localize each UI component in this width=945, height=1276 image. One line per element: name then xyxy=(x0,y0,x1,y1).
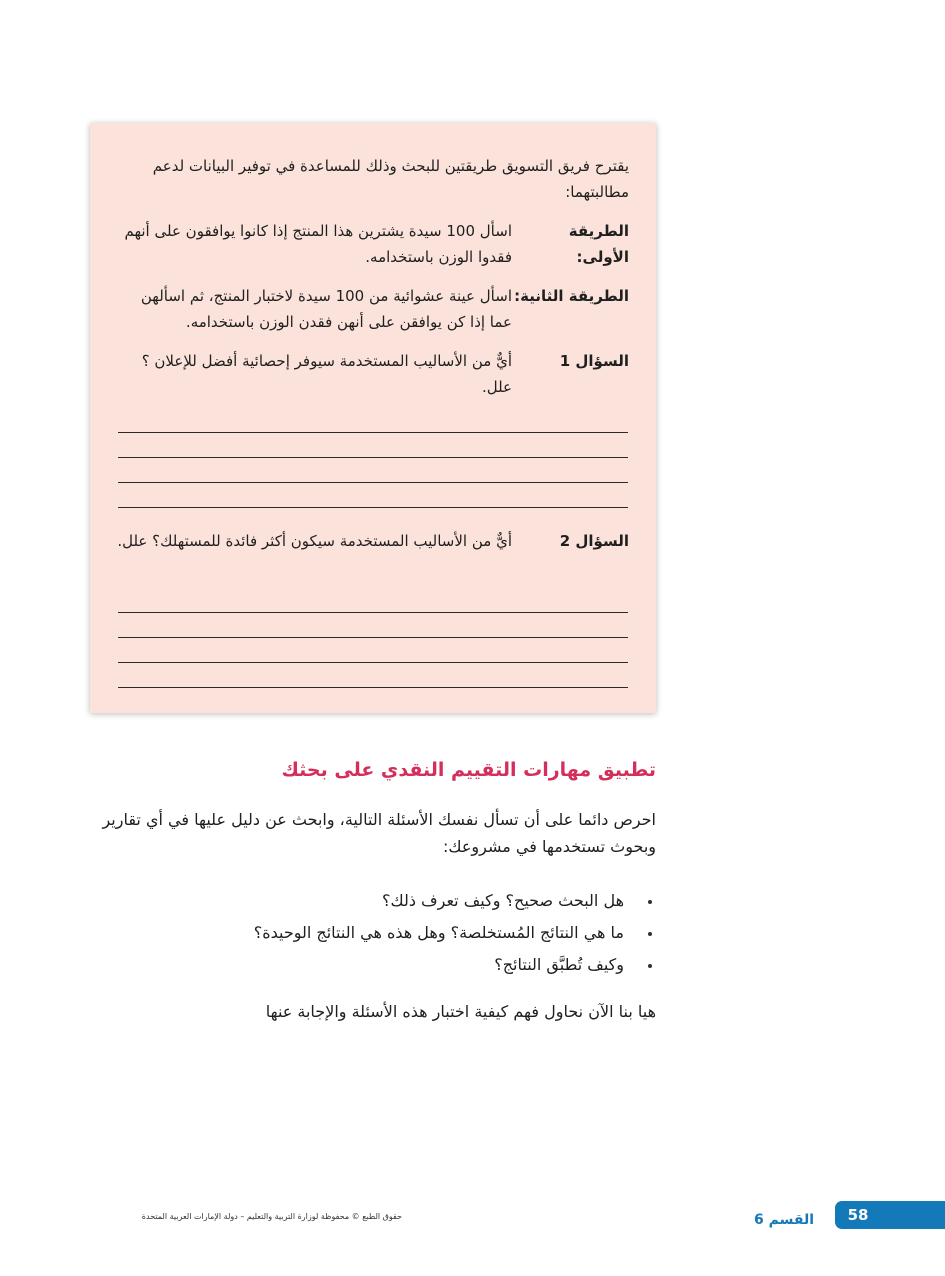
section-heading: تطبيق مهارات التقييم النقدي على بحثك xyxy=(281,759,656,781)
question-list xyxy=(96,885,656,981)
question-2-text: أيٌّ من الأساليب المستخدمة سيكون أكثر فائدة للمستهلك؟ علل. xyxy=(117,532,512,550)
intro-text: يقترح فريق التسويق طريقتين للبحث وذلك للمساعدة في توفير البيانات لدعم مطالبتهما: xyxy=(152,157,629,201)
method-2-label: الطريقة الثانية: xyxy=(514,287,629,305)
section-paragraph: احرص دائما على أن تسأل نفسك الأسئلة التالية، وابحث عن دليل عليها في أي تقارير وبحوث تستخدمها في مشروعك: xyxy=(102,810,656,856)
list-item: ما هي النتائج المُستخلصة؟ وهل هذه هي النتائج الوحيدة؟ xyxy=(96,917,656,949)
method-2 xyxy=(117,283,629,343)
method-1-text: اسأل 100 سيدة يشترين هذا المنتج إذا كانوا يوافقون على أنهم فقدوا الوزن باستخدامه. xyxy=(124,222,512,266)
question-1-text: أيٌّ من الأساليب المستخدمة سيوفر إحصائية أفضل للإعلان ؟علل. xyxy=(141,352,512,396)
question-1-label: السؤال 1 xyxy=(559,352,629,370)
answer-line[interactable] xyxy=(118,457,628,458)
answer-line[interactable] xyxy=(118,482,628,483)
copyright-note: حقوق الطبع © محفوظة لوزارة التربية والتعليم – دولة الإمارات العربية المتحدة xyxy=(141,1212,402,1221)
page-number-tab xyxy=(835,1201,945,1229)
method-1-label: الطريقة الأولى: xyxy=(568,222,629,266)
closing-text: هيا بنا الآن نحاول فهم كيفية اختبار هذه الأسئلة والإجابة عنها xyxy=(265,1002,656,1021)
section-label: القسم 6 xyxy=(754,1212,814,1228)
answer-line[interactable] xyxy=(118,507,628,508)
question-2-label: السؤال 2 xyxy=(559,532,629,550)
answer-line[interactable] xyxy=(118,662,628,663)
list-item: هل البحث صحيح؟ وكيف تعرف ذلك؟ xyxy=(96,885,656,917)
page-number: 58 xyxy=(847,1206,869,1224)
bullet-dot-icon xyxy=(648,932,652,936)
bullet-dot-icon xyxy=(648,900,652,904)
question-2 xyxy=(117,528,629,588)
list-item: وكيف تُطبَّق النتائج؟ xyxy=(96,949,656,981)
bullet-dot-icon xyxy=(648,964,652,968)
answer-line[interactable] xyxy=(118,432,628,433)
method-1 xyxy=(117,218,629,278)
answer-line[interactable] xyxy=(118,687,628,688)
activity-box xyxy=(90,123,656,713)
question-1 xyxy=(117,348,629,408)
answer-line[interactable] xyxy=(118,612,628,613)
method-2-text: اسأل عينة عشوائية من 100 سيدة لاختبار المنتج، ثم اسألهن عما إذا كن يوافقن على أنهن فقدن الوزن باستخدامه. xyxy=(140,287,512,331)
answer-line[interactable] xyxy=(118,637,628,638)
